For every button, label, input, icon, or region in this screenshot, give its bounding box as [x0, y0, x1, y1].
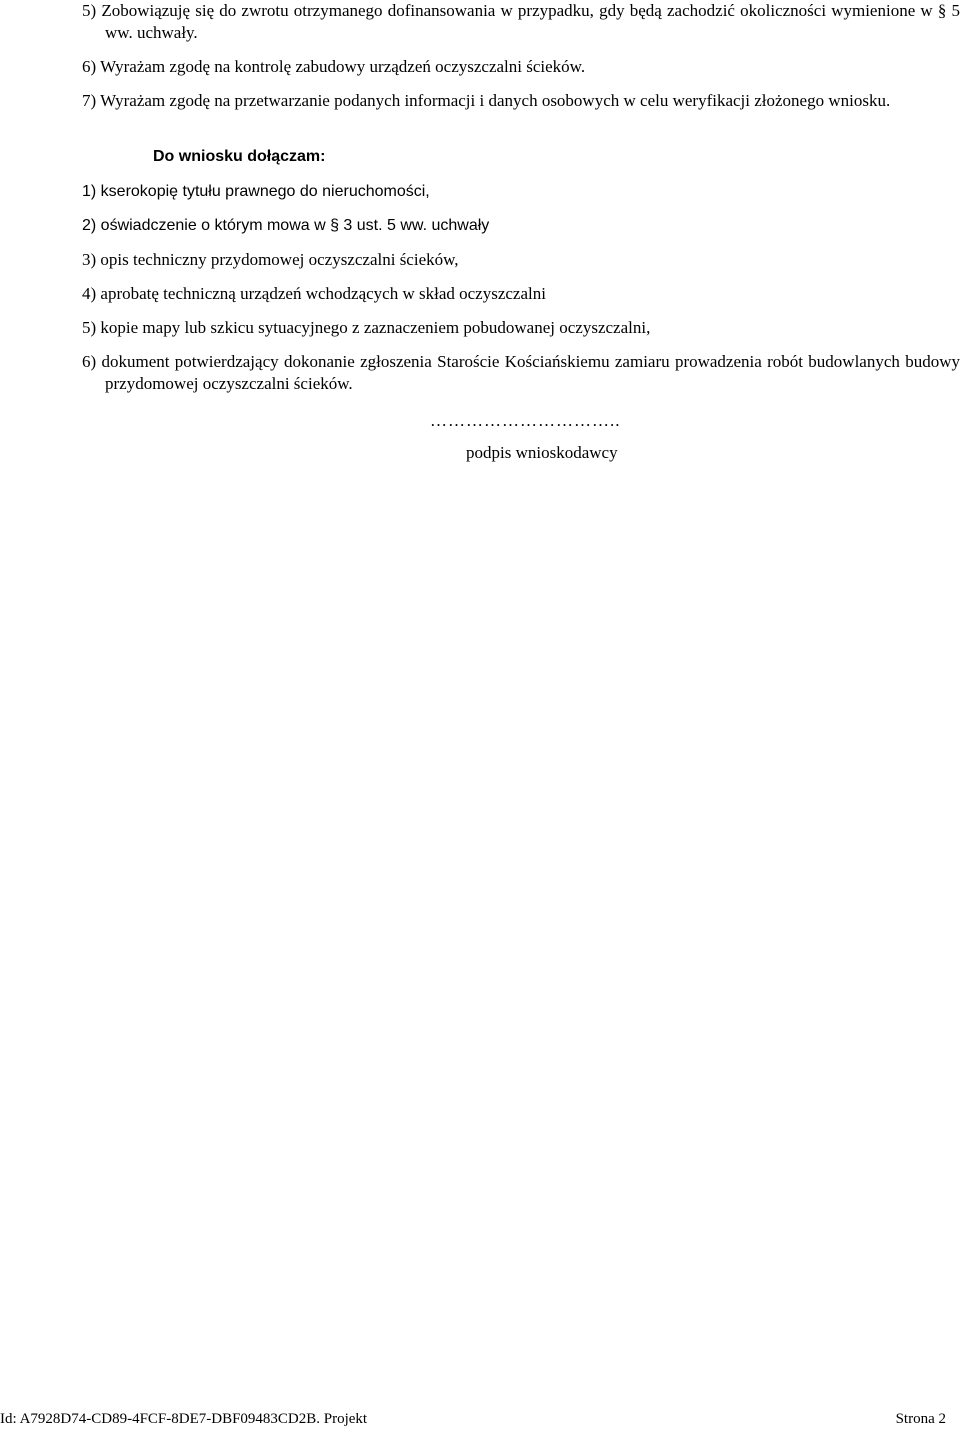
clause-5: 5) Zobowiązuję się do zwrotu otrzymanego dofinansowania w przypadku, gdy będą zachodzić okoliczności wymienione w § 5 ww. uchwały. — [82, 1, 960, 42]
footer-document-id: Id: A7928D74-CD89-4FCF-8DE7-DBF09483CD2B. Projekt — [0, 1411, 368, 1427]
attachment-1: 1) kserokopię tytułu prawnego do nieruchomości, — [82, 183, 430, 200]
attachment-4: 4) aprobatę techniczną urządzeń wchodzących w skład oczyszczalni — [82, 284, 546, 303]
attachment-3: 3) opis techniczny przydomowej oczyszczalni ścieków, — [82, 250, 459, 269]
clause-7: 7) Wyrażam zgodę na przetwarzanie podanych informacji i danych osobowych w celu weryfikacji złożonego wniosku. — [82, 91, 891, 110]
footer-page-number: Strona 2 — [895, 1411, 946, 1427]
attachment-6: 6) dokument potwierdzający dokonanie zgłoszenia Staroście Kościańskiemu zamiaru prowadzenia robót budowlanych budowy przydomowej oczyszczalni ścieków. — [82, 352, 960, 393]
attachment-5: 5) kopie mapy lub szkicu sytuacyjnego z zaznaczeniem pobudowanej oczyszczalni, — [82, 318, 651, 337]
clause-6: 6) Wyrażam zgodę na kontrolę zabudowy urządzeń oczyszczalni ścieków. — [82, 57, 586, 76]
signature-label: podpis wnioskodawcy — [466, 443, 618, 462]
signature-line: ………………………….. — [430, 411, 621, 430]
attachment-2: 2) oświadczenie o którym mowa w § 3 ust. 5 ww. uchwały — [82, 217, 490, 234]
attachments-heading: Do wniosku dołączam: — [153, 148, 326, 165]
